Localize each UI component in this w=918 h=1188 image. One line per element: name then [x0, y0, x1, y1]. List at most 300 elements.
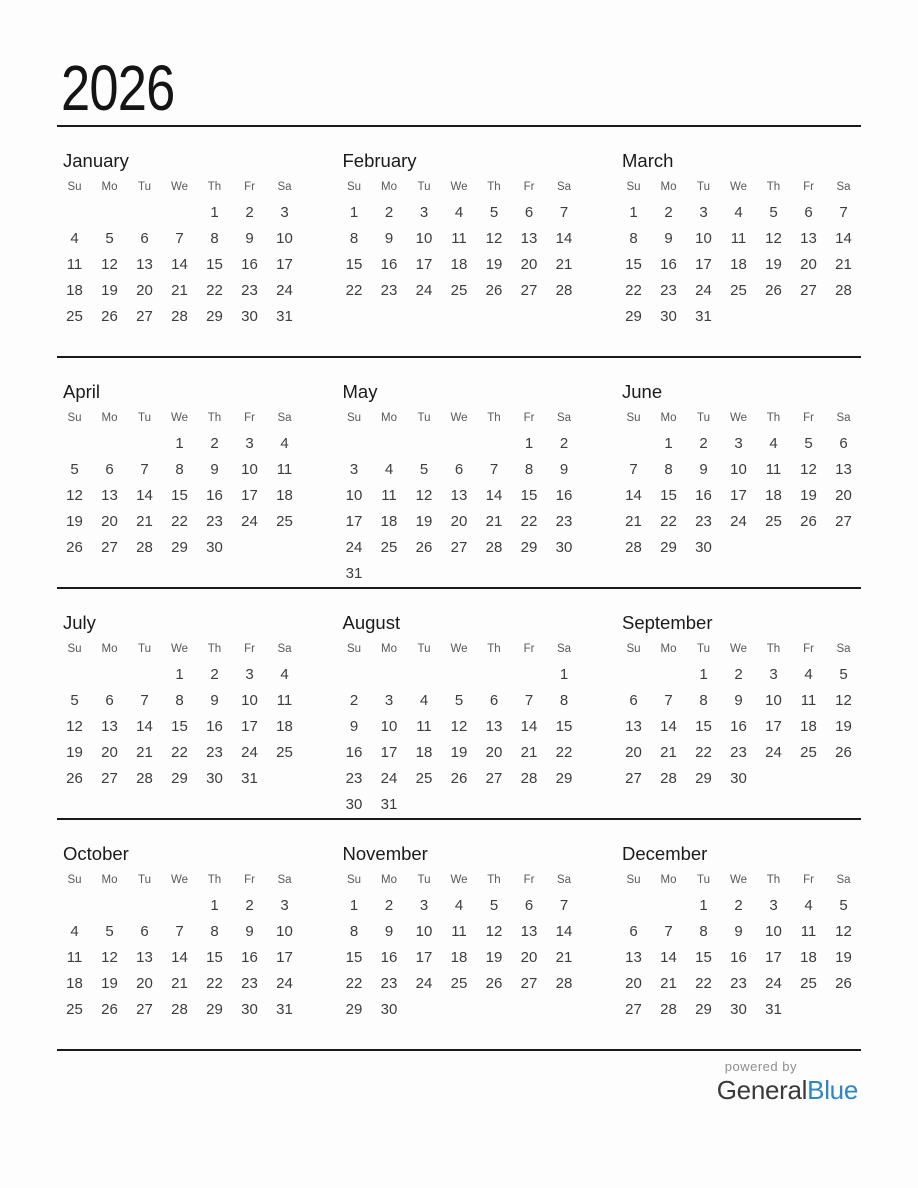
day-cell: 2: [559, 434, 569, 452]
week-row: [57, 765, 302, 791]
week-row: [57, 713, 302, 739]
day-cell: 7: [664, 922, 673, 940]
day-cell: 21: [625, 512, 642, 530]
day-cell: 21: [171, 281, 188, 299]
day-cell: 2: [734, 665, 743, 683]
day-cell: 18: [415, 743, 433, 761]
day-cell: 12: [765, 229, 782, 247]
day-cell: 23: [730, 974, 747, 992]
day-cell: 16: [241, 948, 258, 966]
day-cell: 12: [66, 486, 83, 504]
day-cell: 3: [769, 896, 778, 914]
day-cell: 20: [520, 255, 538, 273]
day-cell: 15: [695, 717, 712, 735]
day-cell: 3: [245, 434, 254, 452]
day-cell: 4: [70, 229, 79, 247]
day-cell: 8: [664, 460, 673, 478]
day-cell: 22: [345, 974, 363, 992]
day-cell: 30: [660, 307, 677, 325]
day-cell: 19: [101, 974, 118, 992]
weekday-label: Sa: [277, 874, 292, 886]
day-cell: 3: [349, 460, 359, 478]
empty-day-cell: [616, 430, 651, 456]
day-cell: 19: [66, 743, 83, 761]
day-cell: 29: [625, 307, 642, 325]
month-block: [57, 611, 302, 818]
empty-day-cell: [756, 303, 791, 329]
day-cell: 13: [835, 460, 852, 478]
weekday-label: Th: [207, 874, 222, 886]
day-cell: 12: [485, 229, 503, 247]
day-cell: 23: [695, 512, 712, 530]
week-row: [616, 944, 861, 970]
day-cell: 22: [660, 512, 677, 530]
day-cell: 16: [380, 948, 398, 966]
month-table: [616, 637, 861, 791]
day-cell: 28: [485, 538, 503, 556]
empty-day-cell: [477, 996, 512, 1022]
week-row: [57, 892, 302, 918]
week-row: [337, 456, 582, 482]
week-row: [337, 534, 582, 560]
day-cell: 8: [349, 229, 359, 247]
day-cell: 30: [555, 538, 573, 556]
weekday-label: Su: [67, 643, 82, 655]
day-cell: 20: [101, 743, 118, 761]
day-cell: 30: [241, 1000, 258, 1018]
day-cell: 21: [171, 974, 188, 992]
empty-day-cell: [791, 534, 826, 560]
month-title: August: [342, 612, 401, 633]
day-cell: 20: [625, 743, 642, 761]
empty-day-cell: [442, 560, 477, 586]
day-cell: 3: [734, 434, 743, 452]
day-cell: 31: [276, 307, 293, 325]
day-cell: 20: [800, 255, 817, 273]
day-cell: 7: [524, 691, 534, 709]
day-cell: 21: [835, 255, 852, 273]
day-cell: 22: [625, 281, 642, 299]
month-title: July: [63, 612, 96, 633]
day-cell: 21: [136, 743, 153, 761]
day-cell: 2: [384, 896, 394, 914]
month-table: [57, 406, 302, 560]
weekday-label: Su: [626, 181, 641, 193]
weekday-header-row: [57, 406, 302, 430]
day-cell: 17: [730, 486, 747, 504]
day-cell: 17: [765, 948, 782, 966]
weekday-label: Tu: [697, 412, 710, 424]
weekday-label: We: [450, 643, 468, 655]
day-cell: 14: [485, 486, 503, 504]
day-cell: 13: [101, 486, 118, 504]
week-row: [616, 918, 861, 944]
day-cell: 24: [415, 281, 433, 299]
weekday-label: Mo: [101, 181, 118, 193]
day-cell: 18: [276, 717, 293, 735]
day-cell: 8: [524, 460, 534, 478]
day-cell: 9: [245, 922, 254, 940]
day-cell: 23: [345, 769, 363, 787]
weekday-label: Th: [487, 412, 501, 424]
month-title: December: [622, 843, 708, 864]
weekday-label: Th: [766, 643, 781, 655]
empty-day-cell: [547, 791, 582, 817]
day-cell: 5: [454, 691, 464, 709]
day-cell: 4: [419, 691, 429, 709]
day-cell: 22: [520, 512, 538, 530]
week-row: [337, 225, 582, 251]
day-cell: 13: [625, 948, 642, 966]
day-cell: 18: [66, 974, 83, 992]
weekday-label: We: [450, 181, 468, 193]
empty-day-cell: [826, 996, 861, 1022]
day-cell: 19: [800, 486, 817, 504]
weekday-label: Su: [626, 874, 641, 886]
day-cell: 22: [206, 281, 223, 299]
day-cell: 18: [450, 948, 468, 966]
weekday-label: Th: [766, 874, 781, 886]
weekday-header-row: [616, 406, 861, 430]
day-cell: 10: [345, 486, 363, 504]
day-cell: 1: [699, 665, 708, 683]
day-cell: 14: [555, 922, 573, 940]
day-cell: 20: [835, 486, 852, 504]
day-cell: 26: [101, 1000, 118, 1018]
day-cell: 28: [555, 974, 573, 992]
day-cell: 26: [485, 974, 503, 992]
day-cell: 1: [210, 203, 219, 221]
day-cell: 11: [451, 922, 467, 940]
day-cell: 27: [485, 769, 503, 787]
day-cell: 21: [136, 512, 153, 530]
day-cell: 10: [765, 922, 782, 940]
empty-day-cell: [372, 430, 407, 456]
empty-day-cell: [442, 430, 477, 456]
day-cell: 23: [555, 512, 573, 530]
month-title: April: [63, 381, 101, 402]
week-row: [57, 199, 302, 225]
weekday-label: Tu: [417, 874, 431, 886]
generalblue-brand: [717, 1059, 858, 1105]
empty-day-cell: [372, 560, 407, 586]
weekday-label: Th: [487, 643, 501, 655]
day-cell: 9: [349, 717, 359, 735]
day-cell: 27: [520, 281, 538, 299]
day-cell: 5: [489, 896, 499, 914]
day-cell: 19: [835, 948, 852, 966]
month-row: [57, 358, 861, 589]
week-row: [57, 687, 302, 713]
day-cell: 17: [276, 255, 293, 273]
day-cell: 5: [839, 665, 848, 683]
day-cell: 25: [415, 769, 433, 787]
empty-day-cell: [337, 661, 372, 687]
week-row: [337, 277, 582, 303]
day-cell: 7: [140, 460, 149, 478]
day-cell: 29: [171, 769, 188, 787]
day-cell: 2: [349, 691, 359, 709]
month-row: [57, 589, 861, 820]
weekday-label: Sa: [277, 412, 292, 424]
day-cell: 30: [241, 307, 258, 325]
day-cell: 29: [206, 307, 223, 325]
weekday-label: We: [170, 874, 189, 886]
empty-day-cell: [826, 534, 861, 560]
day-cell: 6: [804, 203, 813, 221]
day-cell: 19: [485, 948, 503, 966]
day-cell: 29: [345, 1000, 363, 1018]
month-table: [616, 406, 861, 560]
day-cell: 16: [206, 486, 223, 504]
weekday-label: Mo: [381, 874, 397, 886]
day-cell: 11: [800, 922, 817, 940]
day-cell: 3: [419, 896, 429, 914]
empty-day-cell: [232, 534, 267, 560]
day-cell: 4: [280, 434, 289, 452]
day-cell: 13: [520, 229, 538, 247]
day-cell: 23: [241, 281, 258, 299]
day-cell: 19: [66, 512, 83, 530]
day-cell: 5: [70, 691, 79, 709]
day-cell: 16: [206, 717, 223, 735]
day-cell: 22: [206, 974, 223, 992]
day-cell: 25: [276, 743, 293, 761]
day-cell: 8: [699, 691, 708, 709]
week-row: [616, 892, 861, 918]
day-cell: 18: [765, 486, 782, 504]
weekday-label: Tu: [138, 181, 151, 193]
day-cell: 6: [489, 691, 499, 709]
day-cell: 28: [520, 769, 538, 787]
month-block: [337, 149, 582, 356]
day-cell: 26: [101, 307, 118, 325]
day-cell: 5: [70, 460, 79, 478]
day-cell: 19: [485, 255, 503, 273]
weekday-label: Su: [67, 412, 82, 424]
weekday-label: Sa: [836, 412, 851, 424]
day-cell: 8: [210, 922, 219, 940]
month-title: September: [622, 612, 713, 633]
weekday-header-row: [57, 868, 302, 892]
day-cell: 3: [699, 203, 708, 221]
week-row: [337, 661, 582, 687]
day-cell: 10: [730, 460, 747, 478]
day-cell: 25: [730, 281, 747, 299]
week-row: [616, 970, 861, 996]
day-cell: 14: [835, 229, 852, 247]
weekday-label: Mo: [381, 181, 397, 193]
day-cell: 27: [101, 769, 118, 787]
day-cell: 26: [835, 974, 852, 992]
day-cell: 18: [730, 255, 747, 273]
day-cell: 5: [105, 229, 114, 247]
weekday-label: Fr: [803, 181, 814, 193]
day-cell: 20: [625, 974, 642, 992]
day-cell: 8: [175, 460, 184, 478]
day-cell: 26: [800, 512, 817, 530]
day-cell: 1: [699, 896, 708, 914]
powered-by-label: powered by: [724, 1059, 797, 1074]
day-cell: 29: [695, 1000, 712, 1018]
weekday-label: Fr: [523, 412, 535, 424]
weekday-header-row: [337, 637, 582, 661]
day-cell: 21: [555, 948, 573, 966]
day-cell: 28: [171, 1000, 188, 1018]
day-cell: 16: [380, 255, 398, 273]
day-cell: 9: [734, 922, 743, 940]
week-row: [337, 199, 582, 225]
weekday-label: Tu: [417, 412, 431, 424]
weekday-label: Tu: [138, 643, 151, 655]
day-cell: 23: [380, 974, 398, 992]
weekday-label: Fr: [803, 874, 814, 886]
month-table: [57, 637, 302, 791]
day-cell: 27: [520, 974, 538, 992]
day-cell: 5: [105, 922, 114, 940]
month-block: [57, 149, 302, 356]
day-cell: 12: [101, 948, 118, 966]
empty-day-cell: [791, 303, 826, 329]
day-cell: 9: [664, 229, 673, 247]
day-cell: 14: [171, 255, 188, 273]
weekday-label: Fr: [523, 874, 535, 886]
day-cell: 30: [695, 538, 712, 556]
month-row: [57, 127, 861, 358]
week-row: [337, 970, 582, 996]
day-cell: 1: [210, 896, 219, 914]
week-row: [57, 970, 302, 996]
empty-day-cell: [442, 661, 477, 687]
day-cell: 7: [559, 896, 569, 914]
day-cell: 27: [625, 769, 642, 787]
day-cell: 14: [171, 948, 188, 966]
weekday-label: Su: [626, 412, 641, 424]
day-cell: 25: [66, 1000, 83, 1018]
day-cell: 6: [629, 922, 638, 940]
weekday-label: Mo: [660, 643, 677, 655]
day-cell: 24: [276, 974, 293, 992]
weekday-header-row: [337, 406, 582, 430]
weekday-header-row: [337, 868, 582, 892]
week-row: [337, 739, 582, 765]
day-cell: 5: [769, 203, 778, 221]
day-cell: 10: [241, 691, 258, 709]
day-cell: 26: [835, 743, 852, 761]
day-cell: 4: [769, 434, 778, 452]
day-cell: 17: [276, 948, 293, 966]
day-cell: 23: [206, 512, 223, 530]
day-cell: 4: [454, 203, 464, 221]
day-cell: 18: [450, 255, 468, 273]
week-row: [57, 251, 302, 277]
weekday-label: Mo: [660, 412, 677, 424]
day-cell: 21: [660, 974, 677, 992]
empty-day-cell: [127, 661, 162, 687]
day-cell: 27: [101, 538, 118, 556]
empty-day-cell: [407, 791, 442, 817]
weekday-label: Th: [207, 412, 222, 424]
day-cell: 6: [454, 460, 464, 478]
weekday-label: Su: [67, 181, 82, 193]
day-cell: 11: [416, 717, 432, 735]
day-cell: 14: [660, 948, 677, 966]
day-cell: 6: [839, 434, 848, 452]
day-cell: 25: [380, 538, 398, 556]
weekday-label: Tu: [138, 874, 151, 886]
day-cell: 30: [730, 769, 747, 787]
day-cell: 1: [349, 203, 359, 221]
day-cell: 1: [629, 203, 638, 221]
day-cell: 20: [136, 281, 153, 299]
weekday-label: Tu: [697, 874, 710, 886]
empty-day-cell: [127, 430, 162, 456]
day-cell: 27: [136, 307, 153, 325]
empty-day-cell: [721, 534, 756, 560]
month-block: [57, 842, 302, 1049]
day-cell: 26: [66, 769, 83, 787]
day-cell: 15: [345, 948, 363, 966]
day-cell: 19: [101, 281, 118, 299]
empty-day-cell: [57, 199, 92, 225]
day-cell: 8: [629, 229, 638, 247]
day-cell: 7: [839, 203, 848, 221]
day-cell: 9: [245, 229, 254, 247]
empty-day-cell: [826, 303, 861, 329]
day-cell: 23: [660, 281, 677, 299]
day-cell: 31: [765, 1000, 782, 1018]
weekday-label: We: [729, 181, 748, 193]
weekday-header-row: [57, 175, 302, 199]
day-cell: 12: [835, 691, 852, 709]
day-cell: 24: [345, 538, 363, 556]
day-cell: 31: [380, 795, 398, 813]
logo-general-text: General: [716, 1075, 808, 1105]
empty-day-cell: [547, 996, 582, 1022]
weekday-label: We: [170, 643, 189, 655]
day-cell: 1: [175, 665, 184, 683]
empty-day-cell: [477, 430, 512, 456]
weekday-label: Su: [346, 181, 362, 193]
empty-day-cell: [92, 661, 127, 687]
empty-day-cell: [127, 199, 162, 225]
empty-day-cell: [791, 996, 826, 1022]
day-cell: 17: [765, 717, 782, 735]
week-row: [337, 251, 582, 277]
day-cell: 17: [380, 743, 398, 761]
day-cell: 7: [664, 691, 673, 709]
day-cell: 3: [280, 203, 289, 221]
weekday-label: Fr: [244, 643, 255, 655]
month-table: [616, 175, 861, 329]
day-cell: 10: [276, 229, 293, 247]
week-row: [337, 687, 582, 713]
empty-day-cell: [92, 199, 127, 225]
logo-blue-text: Blue: [807, 1075, 858, 1105]
day-cell: 6: [524, 896, 534, 914]
empty-day-cell: [127, 892, 162, 918]
week-row: [57, 277, 302, 303]
day-cell: 1: [664, 434, 673, 452]
day-cell: 11: [276, 460, 293, 478]
weekday-label: We: [450, 412, 468, 424]
day-cell: 16: [695, 486, 712, 504]
day-cell: 17: [241, 717, 258, 735]
weekday-label: Mo: [101, 412, 118, 424]
day-cell: 3: [419, 203, 429, 221]
day-cell: 26: [66, 538, 83, 556]
week-row: [57, 739, 302, 765]
